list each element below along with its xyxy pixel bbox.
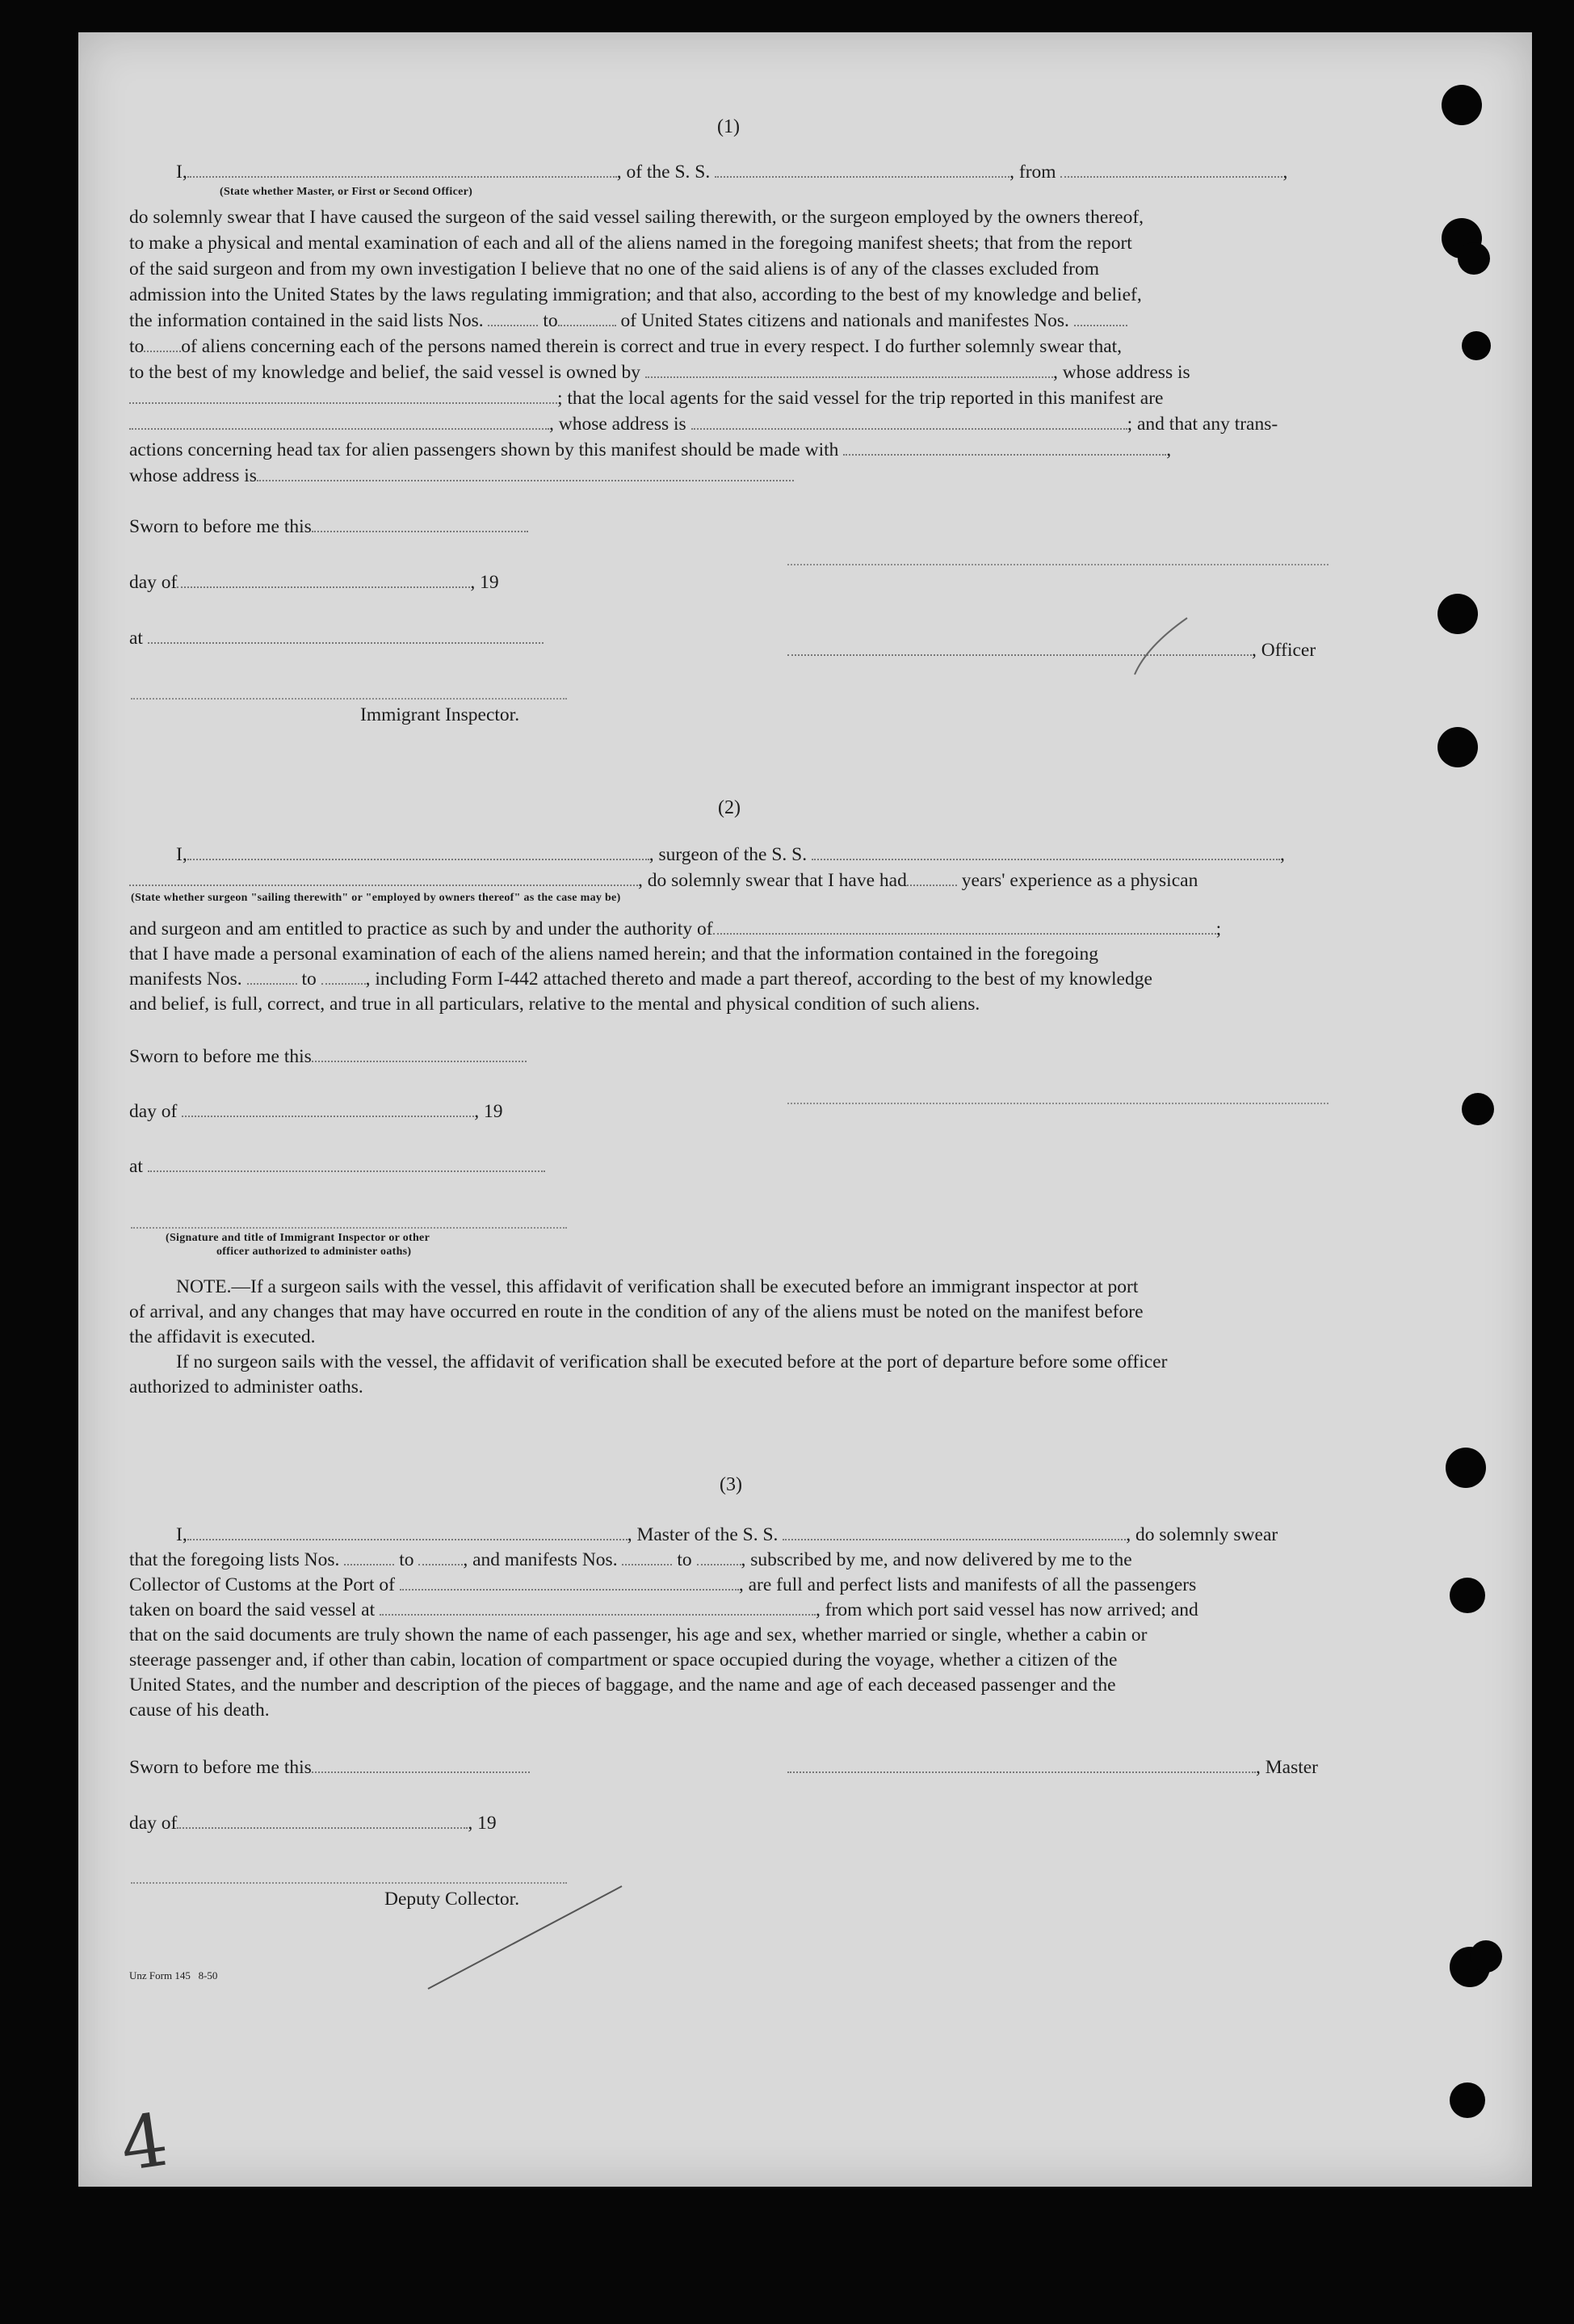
sworn-label [129,1044,527,1070]
day-of-label [129,1099,503,1125]
punch-hole [1438,727,1478,767]
punch-hole [1462,1093,1494,1125]
collector-title: Deputy Collector. [384,1889,520,1910]
punch-hole [1438,594,1478,634]
label: I, [176,844,187,865]
master-signature [787,1755,1318,1781]
section-number: (3) [720,1474,742,1495]
label: , 19 [474,1101,503,1122]
field-hint: (State whether surgeon "sailing therewith" or "employed by owners thereof" as the case may be) [131,892,621,904]
oath-text [129,412,1278,438]
label: 8-50 [198,1969,218,1981]
oath-text [129,464,794,490]
label: , 19 [468,1813,497,1834]
oath-text: that I have made a personal examination of each of the aliens named herein; and that the information contained in the foregoing [129,943,1099,964]
label: to [301,969,317,990]
label: day of [129,572,178,593]
field-hint: (State whether Master, or First or Second Officer) [220,186,473,198]
note-text: of arrival, and any changes that may have occurred en route in the condition of any of the aliens must be noted on the manifest before [129,1301,1144,1322]
label: , Officer [1252,640,1316,661]
oath-text [129,967,1152,993]
signature-hint: officer authorized to administer oaths) [216,1246,412,1258]
note-text: authorized to administer oaths. [129,1376,363,1397]
label: , including Form I-442 attached thereto and made a part thereof, according to the best of my knowledge [365,969,1152,990]
officer-signature [787,638,1316,664]
note-text: NOTE.—If a surgeon sails with the vessel, this affidavit of verification shall be executed before an immigrant inspector at port [176,1276,1139,1297]
at-label [129,1154,545,1180]
label: whose address is [129,465,257,486]
sworn-label [129,1755,530,1781]
oath-text: United States, and the number and description of the pieces of baggage, and the name and age of each deceased passenger and the [129,1675,1116,1696]
label: day of [129,1101,178,1122]
oath-text [129,309,1127,334]
oath-text: do solemnly swear that I have caused the surgeon of the said vessel sailing therewith, or the surgeon employed by the owners thereof, [129,207,1144,228]
label: manifests Nos. [129,969,242,990]
label: actions concerning head tax for alien passengers shown by this manifest should be made with [129,439,839,460]
label: , Master of the S. S. [627,1524,779,1545]
check-mark [1131,614,1195,679]
label: , do solemnly swear [1126,1524,1278,1545]
label: Sworn to before me this [129,1046,312,1067]
label: , Master [1256,1757,1319,1778]
punch-hole [1446,1448,1486,1488]
oath-text: cause of his death. [129,1700,270,1721]
day-of-label [129,570,499,596]
label: , of the S. S. [616,162,711,183]
signature-line [131,698,567,700]
oath-text: and surgeon and am entitled to practice as such by and under the authority of ; [129,918,1222,939]
oath-text [129,1548,1132,1574]
label: to [543,310,558,331]
signature-line [131,1227,567,1229]
label: to [677,1549,692,1570]
label: to the best of my knowledge and belief, the said vessel is owned by [129,362,641,383]
label: , are full and perfect lists and manifests of all the passengers [738,1574,1197,1595]
oath-line [176,1523,1278,1549]
inspector-title: Immigrant Inspector. [360,704,520,725]
label: of aliens concerning each of the persons named therein is correct and true in every respect. I do further solemnly swear that, [181,336,1123,357]
label: at [129,628,143,649]
note-text: the affidavit is executed. [129,1326,316,1347]
label: to [129,336,145,357]
label: , 19 [470,572,499,593]
label: day of [129,1813,178,1834]
punch-hole [1442,85,1482,125]
label: , and manifests Nos. [463,1549,618,1570]
label: Unz Form 145 [129,1969,191,1981]
punch-hole [1462,331,1491,360]
label: I, [176,1524,187,1545]
oath-text: steerage passenger and, if other than cabin, location of compartment or space occupied during the voyage, whether a citizen of the [129,1649,1118,1671]
section-number: (1) [717,116,740,137]
label: , surgeon of the S. S. [648,844,808,865]
label: to [399,1549,414,1570]
label: at [129,1156,143,1177]
oath-text: that on the said documents are truly shown the name of each passenger, his age and sex, whether married or single, whether a cabin or [129,1624,1148,1645]
signature-hint: (Signature and title of Immigrant Inspector or other [166,1232,430,1244]
label: that the foregoing lists Nos. [129,1549,340,1570]
label: ; and that any trans- [1127,414,1278,435]
at-label [129,626,544,652]
oath-text: actions concerning head tax for alien passengers shown by this manifest should be made with , [129,439,1172,460]
section-number: (2) [718,797,741,818]
oath-line: I, , of the S. S. , from , [176,162,1288,183]
oath-text: to make a physical and mental examination of each and all of the aliens named in the foregoing manifest sheets; that from the report [129,233,1132,254]
note-text: If no surgeon sails with the vessel, the affidavit of verification shall be executed before at the port of departure before some officer [176,1351,1168,1372]
label: , do solemnly swear that I have had [638,870,907,891]
label: Collector of Customs at the Port of [129,1574,395,1595]
label: taken on board the said vessel at [129,1599,376,1620]
oath-line: I, , surgeon of the S. S. , [176,844,1285,865]
label: and surgeon and am entitled to practice as such by and under the authority of [129,918,713,939]
signature-line [787,1103,1328,1104]
label: ; that the local agents for the said vessel for the trip reported in this manifest are [557,388,1164,409]
oath-text: of the said surgeon and from my own investigation I believe that no one of the said aliens is of any of the classes excluded from [129,258,1100,279]
form-id [129,1969,217,1982]
oath-text [129,1573,1196,1599]
oath-text [129,1598,1198,1624]
signature-line [787,564,1328,565]
label: Sworn to before me this [129,516,312,537]
oath-text [129,334,1122,360]
label: , from which port said vessel has now arrived; and [815,1599,1198,1620]
sworn-label [129,515,528,540]
oath-text: admission into the United States by the laws regulating immigration; and that also, according to the best of my knowledge and belief, [129,284,1142,305]
oath-text: and belief, is full, correct, and true in all particulars, relative to the mental and physical condition of such aliens. [129,994,980,1015]
label: , whose address is [549,414,686,435]
label: , from [1009,162,1056,183]
label: years' experience as a physican [961,870,1198,891]
punch-hole [1450,1578,1485,1613]
label: , subscribed by me, and now delivered by me to the [741,1549,1132,1570]
punch-hole [1470,1940,1502,1973]
label: , whose address is [1052,362,1190,383]
label: of United States citizens and nationals and manifestes Nos. [620,310,1069,331]
punch-hole [1458,242,1490,275]
oath-text [129,360,1190,386]
handwritten-page-number: 4 [115,2097,174,2188]
label: I, [176,162,187,183]
oath-text [129,386,1163,412]
pen-stroke [420,1882,630,1995]
day-of-label [129,1811,497,1837]
oath-line [129,868,1198,894]
punch-hole [1450,2082,1485,2118]
label: Sworn to before me this [129,1757,312,1778]
label: the information contained in the said lists Nos. [129,310,484,331]
